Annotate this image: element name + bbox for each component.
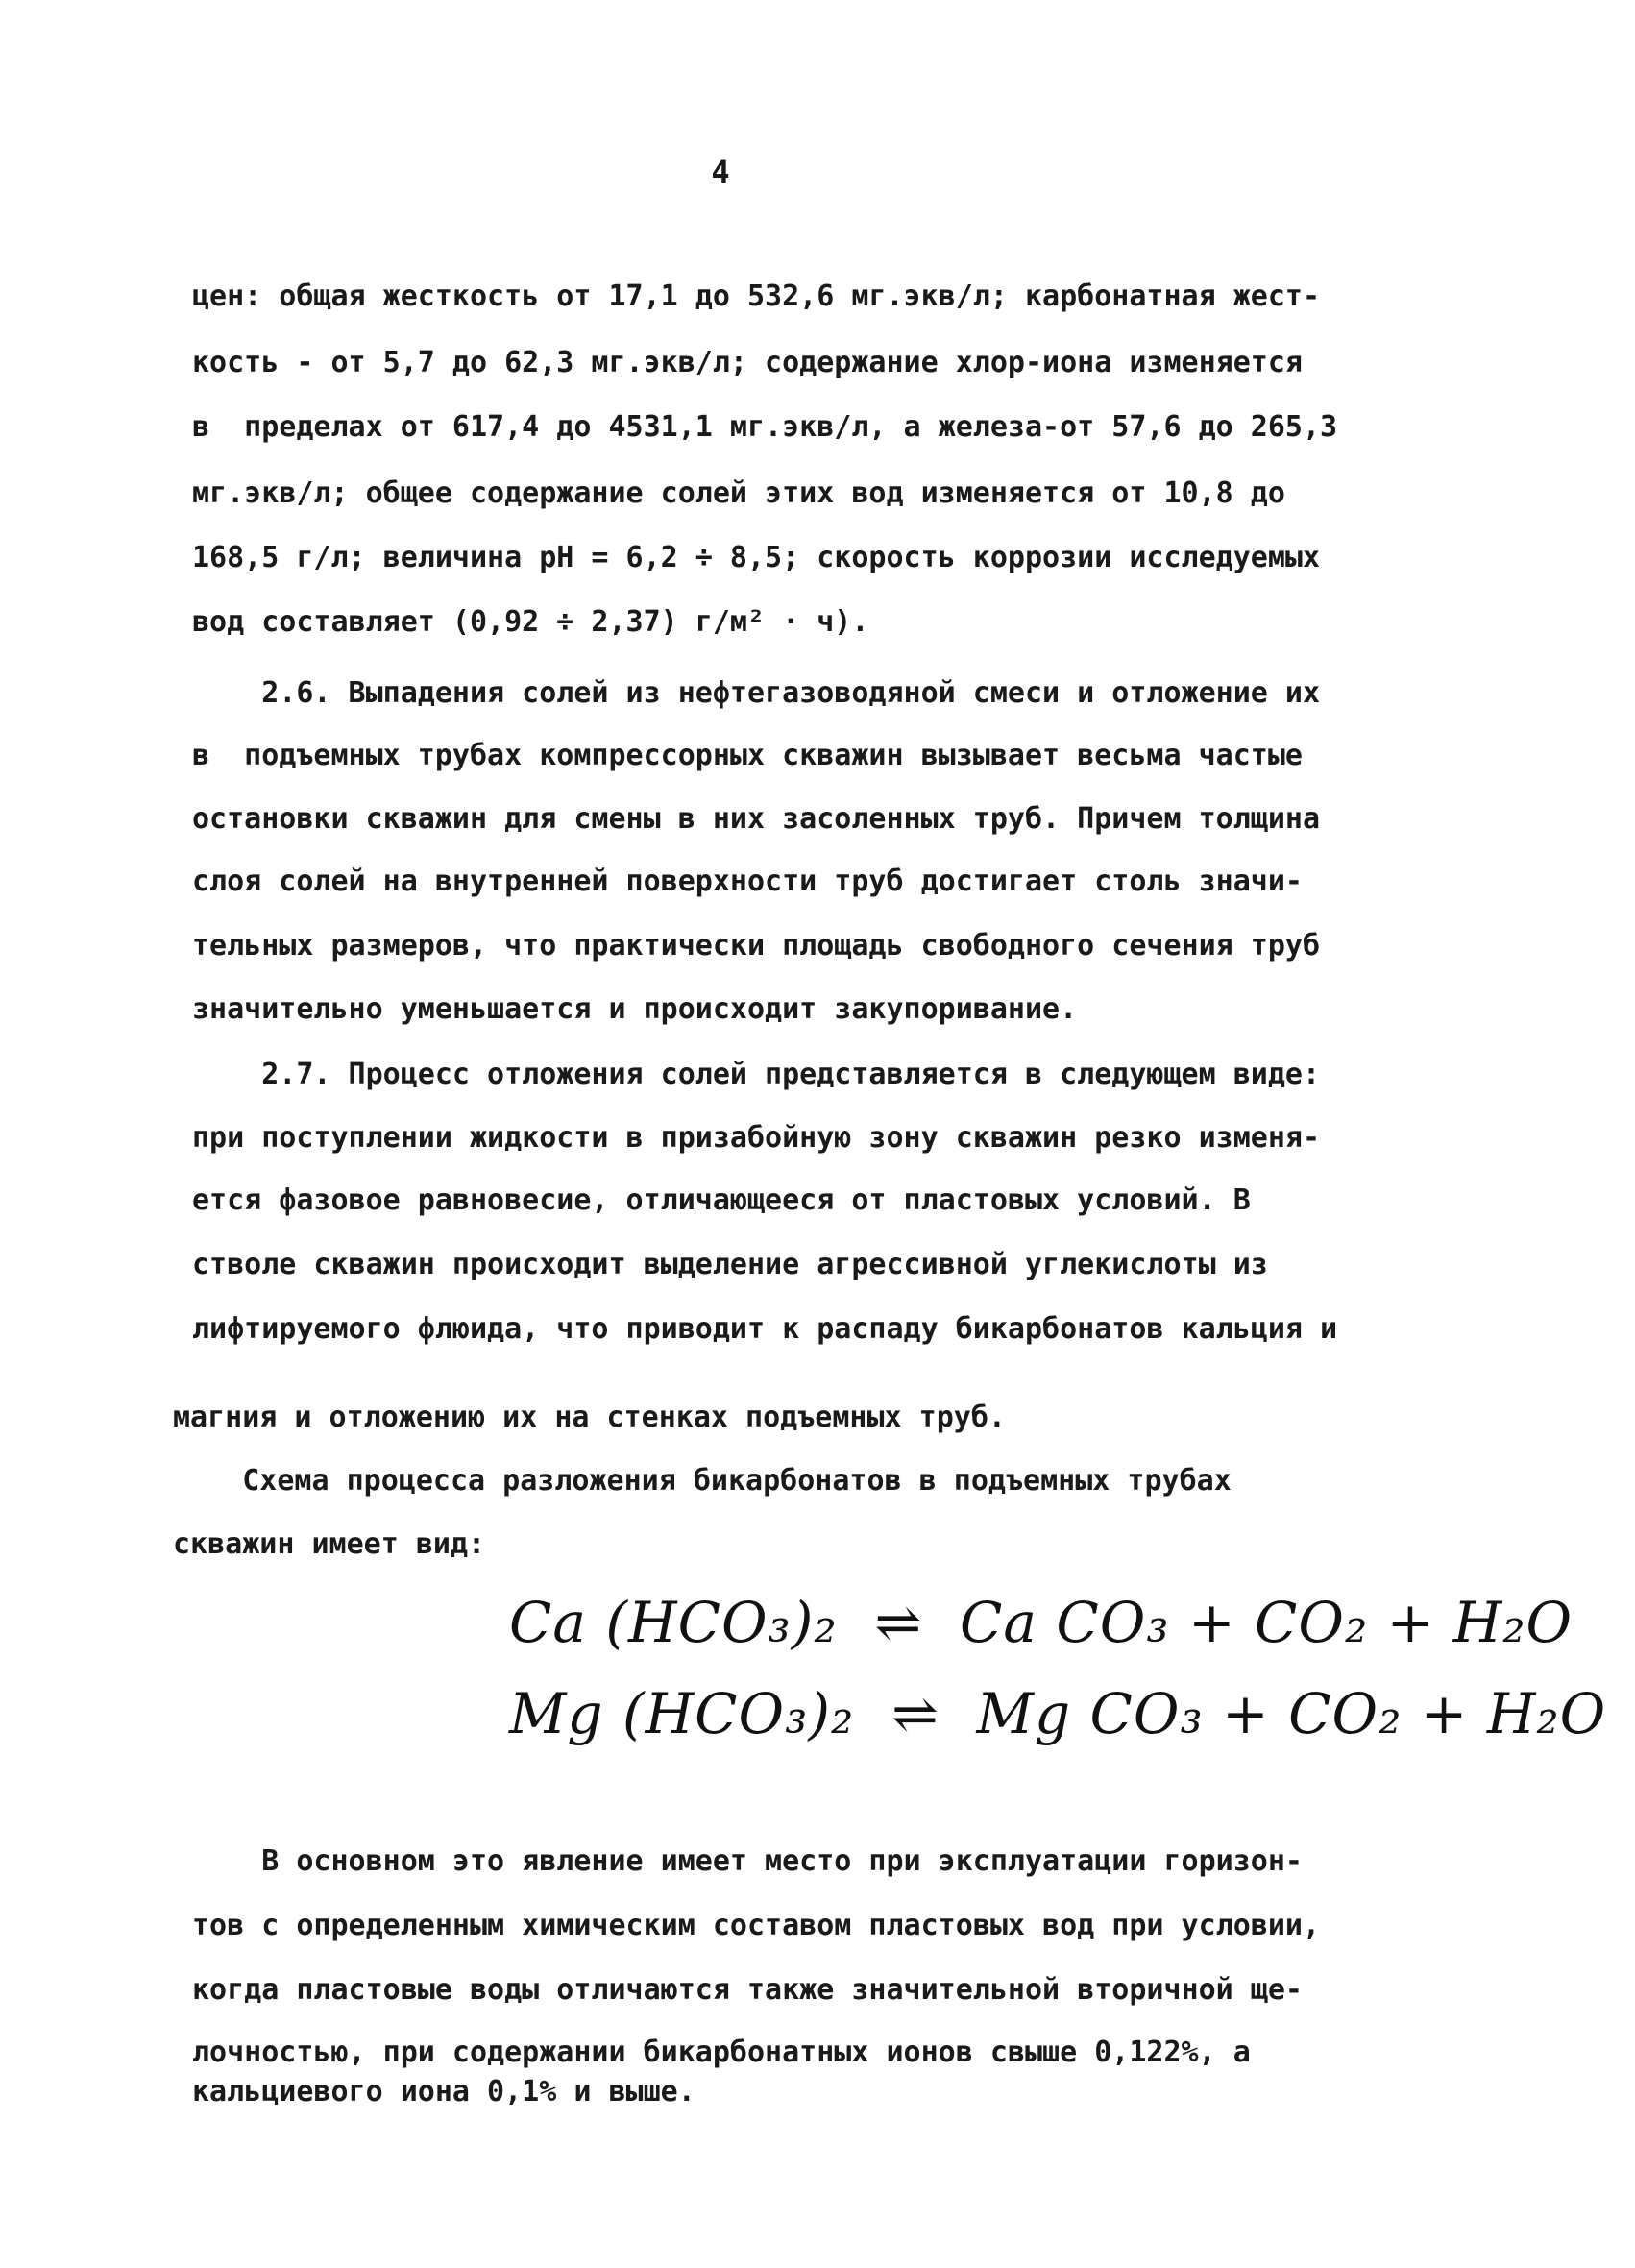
paragraph-2-6-line: значительно уменьшается и происходит закупоривание.: [192, 992, 1078, 1026]
conclusion-line: В основном это явление имеет место при эксплуатации горизон-: [192, 1844, 1303, 1878]
paragraph-2-6-line: остановки скважин для смены в них засоленных труб. Причем толщина: [192, 802, 1320, 836]
paragraph-2-7-line: 2.7. Процесс отложения солей представляется в следующем виде:: [192, 1058, 1320, 1091]
conclusion-line: лочностью, при содержании бикарбонатных ионов свыше 0,122%, а: [192, 2036, 1251, 2069]
conclusion-line: кальциевого иона 0,1% и выше.: [192, 2075, 695, 2109]
scheme-intro-line: скважин имеет вид:: [173, 1527, 486, 1561]
text-line: 168,5 г/л; величина pH = 6,2 ÷ 8,5; скорость коррозии исследуемых: [192, 541, 1320, 574]
conclusion-line: тов с определенным химическим составом пластовых вод при условии,: [192, 1909, 1320, 1942]
page-number: 4: [711, 154, 730, 190]
scheme-intro-line: Схема процесса разложения бикарбонатов в подъемных трубах: [173, 1464, 1232, 1498]
formula-calcium: Ca (HCO₃)₂ ⇌ Ca CO₃ + CO₂ + H₂O: [509, 1590, 1574, 1655]
paragraph-2-6-line: слоя солей на внутренней поверхности труб достигает столь значи-: [192, 865, 1303, 898]
paragraph-2-7-line: магния и отложению их на стенках подъемных труб.: [173, 1401, 1006, 1434]
text-line: в пределах от 617,4 до 4531,1 мг.экв/л, а железа-от 57,6 до 265,3: [192, 410, 1338, 444]
text-line: цен: общая жесткость от 17,1 до 532,6 мг.экв/л; карбонатная жест-: [192, 280, 1320, 313]
text-line: мг.экв/л; общее содержание солей этих вод изменяется от 10,8 до: [192, 476, 1285, 510]
paragraph-2-6-line: тельных размеров, что практически площадь свободного сечения труб: [192, 929, 1320, 963]
paragraph-2-7-line: при поступлении жидкости в призабойную зону скважин резко изменя-: [192, 1121, 1320, 1155]
formula-magnesium: Mg (HCO₃)₂ ⇌ Mg CO₃ + CO₂ + H₂O: [509, 1681, 1607, 1746]
conclusion-line: когда пластовые воды отличаются также значительной вторичной ще-: [192, 1973, 1303, 2007]
paragraph-2-6-line: в подъемных трубах компрессорных скважин вызывает весьма частые: [192, 739, 1303, 772]
paragraph-2-7-line: стволе скважин происходит выделение агрессивной углекислоты из: [192, 1248, 1268, 1281]
paragraph-2-7-line: ется фазовое равновесие, отличающееся от пластовых условий. В: [192, 1183, 1251, 1217]
paragraph-2-7-line: лифтируемого флюида, что приводит к распаду бикарбонатов кальция и: [192, 1312, 1338, 1346]
text-line: кость - от 5,7 до 62,3 мг.экв/л; содержание хлор-иона изменяется: [192, 346, 1303, 379]
text-line: вод составляет (0,92 ÷ 2,37) г/м² · ч).: [192, 605, 869, 639]
paragraph-2-6-line: 2.6. Выпадения солей из нефтегазоводяной смеси и отложение их: [192, 676, 1320, 710]
